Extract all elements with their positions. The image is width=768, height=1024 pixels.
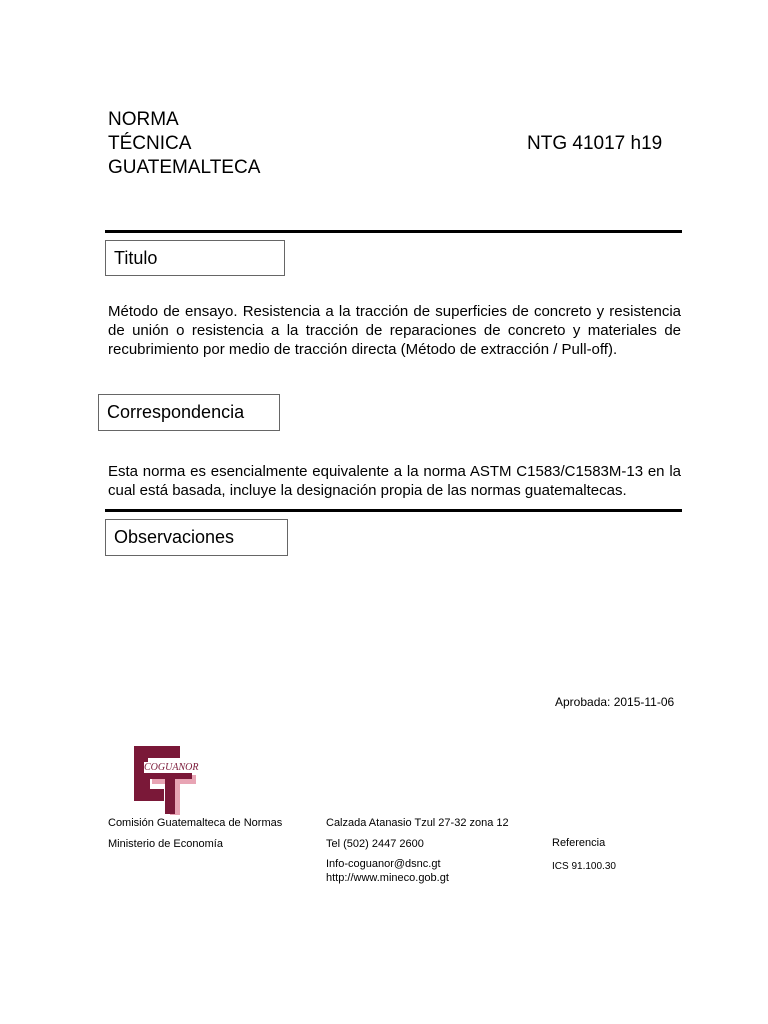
header-guatemalteca: GUATEMALTECA bbox=[108, 157, 261, 178]
address: Calzada Atanasio Tzul 27-32 zona 12 bbox=[326, 817, 509, 829]
observaciones-box bbox=[105, 519, 288, 556]
approval-date: Aprobada: 2015-11-06 bbox=[555, 695, 675, 709]
org-ministry: Ministerio de Economía bbox=[108, 838, 223, 850]
header-norma: NORMA bbox=[108, 109, 179, 130]
org-commission: Comisión Guatemalteca de Normas bbox=[108, 817, 283, 829]
logo-text: COGUANOR bbox=[144, 762, 199, 773]
titulo-label: Titulo bbox=[114, 247, 158, 268]
titulo-box bbox=[105, 240, 285, 276]
reference-value: ICS 91.100.30 bbox=[552, 861, 616, 872]
standard-code: NTG 41017 h19 bbox=[527, 133, 663, 154]
top-divider bbox=[105, 230, 682, 233]
coguanor-logo bbox=[108, 742, 208, 818]
middle-divider bbox=[105, 509, 682, 512]
email: Info-coguanor@dsnc.gt bbox=[326, 858, 441, 870]
correspondencia-box bbox=[98, 394, 280, 431]
header-tecnica: TÉCNICA bbox=[108, 133, 192, 154]
reference-label: Referencia bbox=[552, 837, 606, 849]
titulo-text: Método de ensayo. Resistencia a la tracción de superficies de concreto y resistencia de unión o resistencia a la tracción de reparaciones de concreto y materiales de recubrimiento por medio de tracción directa (Método de extracción / Pull-off). bbox=[108, 303, 681, 358]
correspondencia-label: Correspondencia bbox=[107, 402, 245, 422]
observaciones-label: Observaciones bbox=[114, 527, 235, 547]
coguanor-logo-icon bbox=[108, 742, 208, 818]
correspondencia-text: Esta norma es esencialmente equivalente a la norma ASTM C1583/C1583M-13 en la cual está basada, incluye la designación propia de las normas guatemaltecas. bbox=[108, 463, 681, 499]
telephone: Tel (502) 2447 2600 bbox=[326, 838, 424, 850]
website: http://www.mineco.gob.gt bbox=[326, 872, 449, 884]
